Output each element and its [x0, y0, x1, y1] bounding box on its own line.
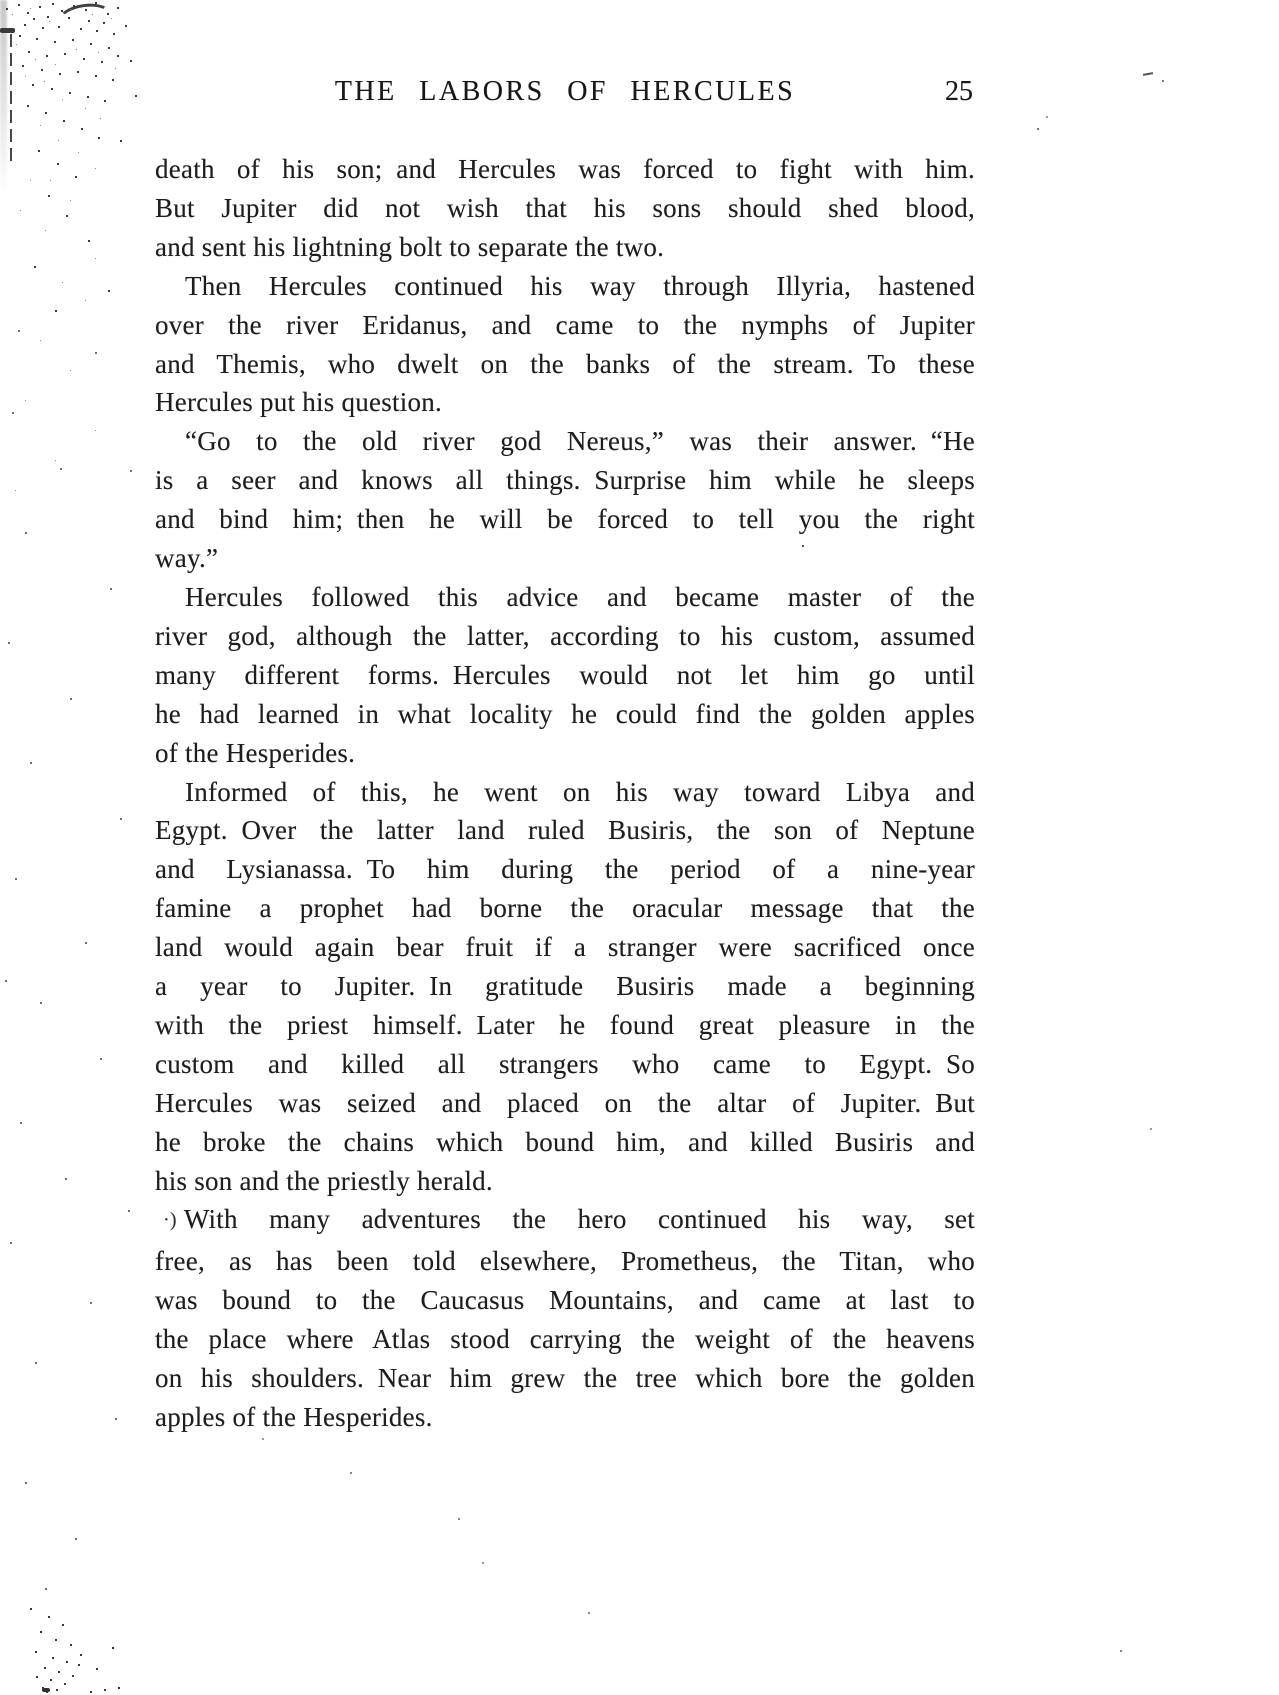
- text-line: Hercules was seized and placed on the altar of Jupiter. But: [155, 1087, 975, 1118]
- body-text: [155, 150, 975, 1437]
- scan-artifact-dash: [0, 28, 15, 33]
- scan-speckles-top-left: [0, 0, 2, 2]
- text-line: way.”: [155, 543, 219, 574]
- scan-speckles-left-margin: [0, 0, 2, 2]
- paragraph: [155, 150, 975, 267]
- text-line: and sent his lightning bolt to separate the two.: [155, 231, 665, 262]
- text-line: Hercules put his question.: [155, 387, 442, 418]
- text-line: he had learned in what locality he could find the golden apples: [155, 698, 975, 729]
- scan-artifact-hook: [56, 0, 113, 35]
- text-line: over the river Eridanus, and came to the nymphs of Jupiter: [155, 309, 975, 340]
- text-line: “Go to the old river god Nereus,” was their answer. “He: [185, 426, 975, 457]
- text-line: land would again bear fruit if a stranger were sacrificed once: [155, 932, 975, 963]
- text-line: ·) With many adventures the hero continued his way, set: [155, 1200, 975, 1242]
- paragraph: [155, 422, 975, 578]
- text-line: his son and the priestly herald.: [155, 1165, 493, 1196]
- text-line: with the priest himself. Later he found great pleasure in the: [155, 1009, 975, 1040]
- paragraph: [155, 267, 975, 423]
- scan-edge-smudge: [0, 0, 7, 195]
- text-line: of the Hesperides.: [155, 737, 356, 768]
- text-line: and Lysianassa. To him during the period of a nine-year: [155, 854, 975, 885]
- text-line: But Jupiter did not wish that his sons should shed blood,: [155, 192, 975, 223]
- scan-artifact-vertical-line: [10, 34, 12, 164]
- text-line: free, as has been told elsewhere, Prometheus, the Titan, who: [155, 1246, 975, 1277]
- text-line: many different forms. Hercules would not let him go until: [155, 659, 975, 690]
- text-line: Then Hercules continued his way through Illyria, hastened: [185, 270, 975, 301]
- text-line: death of his son; and Hercules was forced to fight with him.: [155, 154, 975, 184]
- text-line: river god, although the latter, according to his custom, assumed: [155, 620, 975, 651]
- scan-speckles-scattered: [0, 0, 2, 2]
- text-line: on his shoulders. Near him grew the tree which bore the golden: [155, 1363, 975, 1394]
- scan-speckles-bottom-left: [0, 0, 2, 2]
- page-header: [155, 78, 975, 112]
- text-line: and bind him; then he will be forced to tell you the right: [155, 504, 975, 535]
- text-line: Hercules followed this advice and became master of the: [185, 581, 975, 612]
- text-line: Informed of this, he went on his way toward Libya and: [185, 776, 975, 807]
- text-line: famine a prophet had borne the oracular message that the: [155, 893, 975, 924]
- text-line: was bound to the Caucasus Mountains, and came at last to: [155, 1285, 975, 1316]
- text-line: apples of the Hesperides.: [155, 1402, 433, 1432]
- running-title: THE LABORS OF HERCULES: [334, 76, 796, 107]
- text-line: is a seer and knows all things. Surprise him while he sleeps: [155, 465, 975, 496]
- stray-ink-mark: ·): [163, 1209, 177, 1232]
- text-line: a year to Jupiter. In gratitude Busiris made a beginning: [155, 971, 975, 1002]
- text-line: the place where Atlas stood carrying the weight of the heavens: [155, 1324, 975, 1355]
- paragraph: [155, 1200, 975, 1436]
- scan-artifact-bottom-blob: [42, 1688, 50, 1692]
- text-line: custom and killed all strangers who came to Egypt. So: [155, 1048, 975, 1079]
- paragraph: [155, 578, 975, 773]
- text-line: he broke the chains which bound him, and killed Busiris and: [155, 1126, 975, 1157]
- paragraph: [155, 773, 975, 1201]
- scan-artifact-top-right-dash: [1143, 72, 1153, 76]
- text-line: and Themis, who dwelt on the banks of the stream. To these: [155, 348, 975, 379]
- page-number: 25: [945, 76, 973, 107]
- scan-speckles-top-left-light: [0, 0, 1, 1]
- text-line: Egypt. Over the latter land ruled Busiris, the son of Neptune: [155, 815, 975, 846]
